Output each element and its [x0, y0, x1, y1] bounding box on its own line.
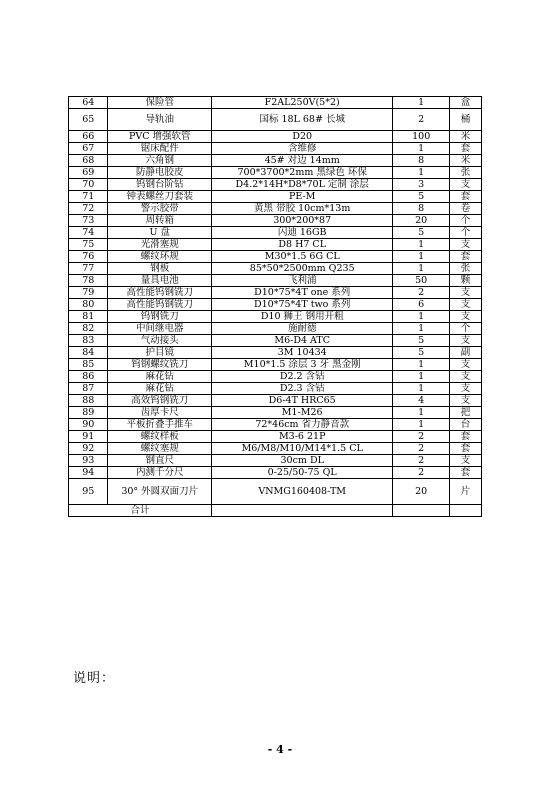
cell-no: 73	[69, 215, 108, 227]
cell-name: 钨钢铣刀	[108, 311, 212, 323]
cell-spec: M6-D4 ATC	[212, 335, 393, 347]
cell-unit: 套	[449, 251, 481, 263]
cell-spec: 飞利浦	[212, 275, 393, 287]
cell-spec: 国标 18L 68# 长城	[212, 109, 393, 131]
cell-qty: 1	[393, 239, 450, 251]
cell-unit: 片	[449, 479, 481, 505]
cell-spec: M30*1.5 6G CL	[212, 251, 393, 263]
cell-name: 导轨油	[108, 109, 212, 131]
cell-unit: 支	[449, 395, 481, 407]
cell-name: 警示胶带	[108, 203, 212, 215]
cell-qty: 2	[393, 287, 450, 299]
cell-unit: 支	[449, 359, 481, 371]
cell-no: 74	[69, 227, 108, 239]
cell-qty: 8	[393, 155, 450, 167]
cell-no: 83	[69, 335, 108, 347]
cell-name: 锯床配件	[108, 143, 212, 155]
cell-name: 高效钨钢铣刀	[108, 395, 212, 407]
cell-no: 76	[69, 251, 108, 263]
table-row	[69, 251, 482, 263]
cell-no: 89	[69, 407, 108, 419]
cell-name: 高性能钨钢铣刀	[108, 299, 212, 311]
cell-no: 91	[69, 431, 108, 443]
cell-spec: M10*1.5 涂层 3 牙 黑金刚	[212, 359, 393, 371]
cell-qty: 6	[393, 299, 450, 311]
cell-spec: D20	[212, 131, 393, 143]
cell-qty: 5	[393, 347, 450, 359]
table-row	[69, 323, 482, 335]
cell-spec: M1-M26	[212, 407, 393, 419]
table-row	[69, 203, 482, 215]
cell-spec: 85*50*2500mm Q235	[212, 263, 393, 275]
cell-spec: D10 狮王 钢用开粗	[212, 311, 393, 323]
cell-spec: D8 H7 CL	[212, 239, 393, 251]
table-row	[69, 395, 482, 407]
table-row	[69, 335, 482, 347]
cell-unit: 副	[449, 347, 481, 359]
cell-spec: 45# 对边 14mm	[212, 155, 393, 167]
cell-qty: 2	[393, 431, 450, 443]
cell-unit: 支	[449, 179, 481, 191]
cell-qty: 3	[393, 179, 450, 191]
cell-unit: 套	[449, 443, 481, 455]
cell-unit: 盒	[449, 97, 481, 109]
cell-spec: D10*75*4T two 系列	[212, 299, 393, 311]
table-row	[69, 371, 482, 383]
cell-no: 95	[69, 479, 108, 505]
cell-qty: 20	[393, 479, 450, 505]
table-row	[69, 275, 482, 287]
cell-qty: 100	[393, 131, 450, 143]
cell-qty: 1	[393, 143, 450, 155]
cell-qty: 1	[393, 167, 450, 179]
table-row	[69, 443, 482, 455]
cell-no: 86	[69, 371, 108, 383]
cell-qty: 1	[393, 311, 450, 323]
cell-unit: 支	[449, 311, 481, 323]
cell-unit: 支	[449, 383, 481, 395]
table-row	[69, 191, 482, 203]
cell-no: 75	[69, 239, 108, 251]
cell-name: 平板折叠手推车	[108, 419, 212, 431]
cell-qty: 2	[393, 443, 450, 455]
cell-qty: 20	[393, 215, 450, 227]
cell-name: 螺纹塞规	[108, 443, 212, 455]
cell-unit: 套	[449, 143, 481, 155]
cell-name: 钟表螺丝刀套装	[108, 191, 212, 203]
cell-no: 94	[69, 467, 108, 479]
cell-unit: 张	[449, 263, 481, 275]
cell-unit: 个	[449, 323, 481, 335]
cell-name: 量具电池	[108, 275, 212, 287]
table-row	[69, 287, 482, 299]
cell-no: 80	[69, 299, 108, 311]
total-label-cell: 合计	[69, 505, 212, 517]
cell-name: 中间继电器	[108, 323, 212, 335]
cell-name: 齿厚卡尺	[108, 407, 212, 419]
cell-qty: 2	[393, 109, 450, 131]
total-unit-cell	[449, 505, 481, 517]
cell-no: 71	[69, 191, 108, 203]
cell-no: 78	[69, 275, 108, 287]
total-row	[69, 505, 482, 517]
cell-name: 保险管	[108, 97, 212, 109]
table-row	[69, 179, 482, 191]
cell-unit: 套	[449, 191, 481, 203]
cell-no: 90	[69, 419, 108, 431]
cell-no: 66	[69, 131, 108, 143]
cell-no: 82	[69, 323, 108, 335]
item-table-body	[69, 97, 482, 517]
cell-spec: D4.2*14H*D8*70L 定制 涂层	[212, 179, 393, 191]
cell-name: 护目镜	[108, 347, 212, 359]
cell-name: 钢板	[108, 263, 212, 275]
table-row	[69, 215, 482, 227]
table-row	[69, 455, 482, 467]
cell-qty: 1	[393, 383, 450, 395]
total-qty-cell	[393, 505, 450, 517]
cell-no: 87	[69, 383, 108, 395]
cell-qty: 50	[393, 275, 450, 287]
cell-qty: 1	[393, 263, 450, 275]
cell-name: 内测千分尺	[108, 467, 212, 479]
table-row	[69, 431, 482, 443]
table-row	[69, 109, 482, 131]
cell-spec: 30cm DL	[212, 455, 393, 467]
cell-no: 70	[69, 179, 108, 191]
cell-qty: 5	[393, 191, 450, 203]
cell-no: 64	[69, 97, 108, 109]
cell-no: 85	[69, 359, 108, 371]
cell-qty: 1	[393, 371, 450, 383]
cell-name: 钨钢台阶钻	[108, 179, 212, 191]
cell-unit: 张	[449, 167, 481, 179]
table-row	[69, 131, 482, 143]
cell-name: 防静电胶皮	[108, 167, 212, 179]
cell-unit: 桶	[449, 109, 481, 131]
cell-unit: 台	[449, 419, 481, 431]
cell-spec: 含维修	[212, 143, 393, 155]
cell-unit: 支	[449, 371, 481, 383]
cell-no: 67	[69, 143, 108, 155]
table-row	[69, 155, 482, 167]
cell-spec: 施耐德	[212, 323, 393, 335]
cell-qty: 5	[393, 227, 450, 239]
cell-spec: D2.2 含钴	[212, 371, 393, 383]
cell-name: 钨钢螺纹铣刀	[108, 359, 212, 371]
item-table	[68, 96, 482, 517]
cell-spec: F2AL250V(5*2)	[212, 97, 393, 109]
page-number: - 4 -	[267, 743, 293, 756]
cell-no: 65	[69, 109, 108, 131]
cell-qty: 1	[393, 407, 450, 419]
item-table-container	[68, 96, 482, 517]
cell-name: 螺纹环规	[108, 251, 212, 263]
cell-unit: 颗	[449, 275, 481, 287]
cell-spec: M6/M8/M10/M14*1.5 CL	[212, 443, 393, 455]
cell-spec: 300*200*87	[212, 215, 393, 227]
table-row	[69, 347, 482, 359]
cell-unit: 个	[449, 215, 481, 227]
cell-qty: 1	[393, 97, 450, 109]
table-row	[69, 263, 482, 275]
cell-spec: 3M 10434	[212, 347, 393, 359]
cell-name: PVC 增强软管	[108, 131, 212, 143]
table-row	[69, 467, 482, 479]
cell-qty: 2	[393, 455, 450, 467]
table-row	[69, 167, 482, 179]
cell-spec: D10*75*4T one 系列	[212, 287, 393, 299]
cell-no: 77	[69, 263, 108, 275]
cell-spec: 0-25/50-75 QL	[212, 467, 393, 479]
table-row	[69, 97, 482, 109]
cell-no: 84	[69, 347, 108, 359]
total-spec-cell	[212, 505, 393, 517]
table-row	[69, 479, 482, 505]
cell-name: 高性能钨钢铣刀	[108, 287, 212, 299]
table-row	[69, 299, 482, 311]
cell-unit: 支	[449, 455, 481, 467]
cell-unit: 把	[449, 407, 481, 419]
cell-no: 69	[69, 167, 108, 179]
cell-unit: 套	[449, 431, 481, 443]
cell-no: 79	[69, 287, 108, 299]
table-row	[69, 311, 482, 323]
table-row	[69, 227, 482, 239]
cell-name: 30° 外圆双面刀片	[108, 479, 212, 505]
cell-spec: PE-M	[212, 191, 393, 203]
cell-no: 88	[69, 395, 108, 407]
cell-spec: M3-6 21P	[212, 431, 393, 443]
cell-name: 六角钢	[108, 155, 212, 167]
cell-spec: D2.3 含钴	[212, 383, 393, 395]
cell-unit: 米	[449, 155, 481, 167]
cell-unit: 支	[449, 335, 481, 347]
table-row	[69, 359, 482, 371]
cell-name: U 盘	[108, 227, 212, 239]
table-row	[69, 143, 482, 155]
cell-qty: 2	[393, 467, 450, 479]
cell-unit: 支	[449, 239, 481, 251]
cell-qty: 1	[393, 251, 450, 263]
cell-unit: 卷	[449, 203, 481, 215]
cell-no: 92	[69, 443, 108, 455]
cell-unit: 米	[449, 131, 481, 143]
cell-unit: 支	[449, 299, 481, 311]
cell-no: 93	[69, 455, 108, 467]
cell-spec: 700*3700*2mm 黑绿色 环保	[212, 167, 393, 179]
cell-unit: 个	[449, 227, 481, 239]
cell-name: 麻花钻	[108, 371, 212, 383]
table-row	[69, 383, 482, 395]
cell-spec: 72*46cm 省力静音款	[212, 419, 393, 431]
cell-qty: 1	[393, 359, 450, 371]
cell-qty: 5	[393, 335, 450, 347]
cell-spec: 闪迪 16GB	[212, 227, 393, 239]
table-row	[69, 419, 482, 431]
cell-name: 螺纹样板	[108, 431, 212, 443]
cell-unit: 支	[449, 287, 481, 299]
cell-no: 81	[69, 311, 108, 323]
cell-name: 光滑塞规	[108, 239, 212, 251]
cell-no: 72	[69, 203, 108, 215]
cell-qty: 1	[393, 323, 450, 335]
notes-label: 说明：	[73, 671, 116, 686]
cell-qty: 8	[393, 203, 450, 215]
cell-qty: 1	[393, 419, 450, 431]
cell-name: 麻花钻	[108, 383, 212, 395]
cell-spec: VNMG160408-TM	[212, 479, 393, 505]
cell-spec: D6-4T HRC65	[212, 395, 393, 407]
cell-unit: 套	[449, 467, 481, 479]
cell-name: 钢直尺	[108, 455, 212, 467]
cell-qty: 4	[393, 395, 450, 407]
cell-no: 68	[69, 155, 108, 167]
cell-name: 气动接头	[108, 335, 212, 347]
cell-name: 周转箱	[108, 215, 212, 227]
table-row	[69, 239, 482, 251]
table-row	[69, 407, 482, 419]
cell-spec: 黄黑 带胶 10cm*13m	[212, 203, 393, 215]
